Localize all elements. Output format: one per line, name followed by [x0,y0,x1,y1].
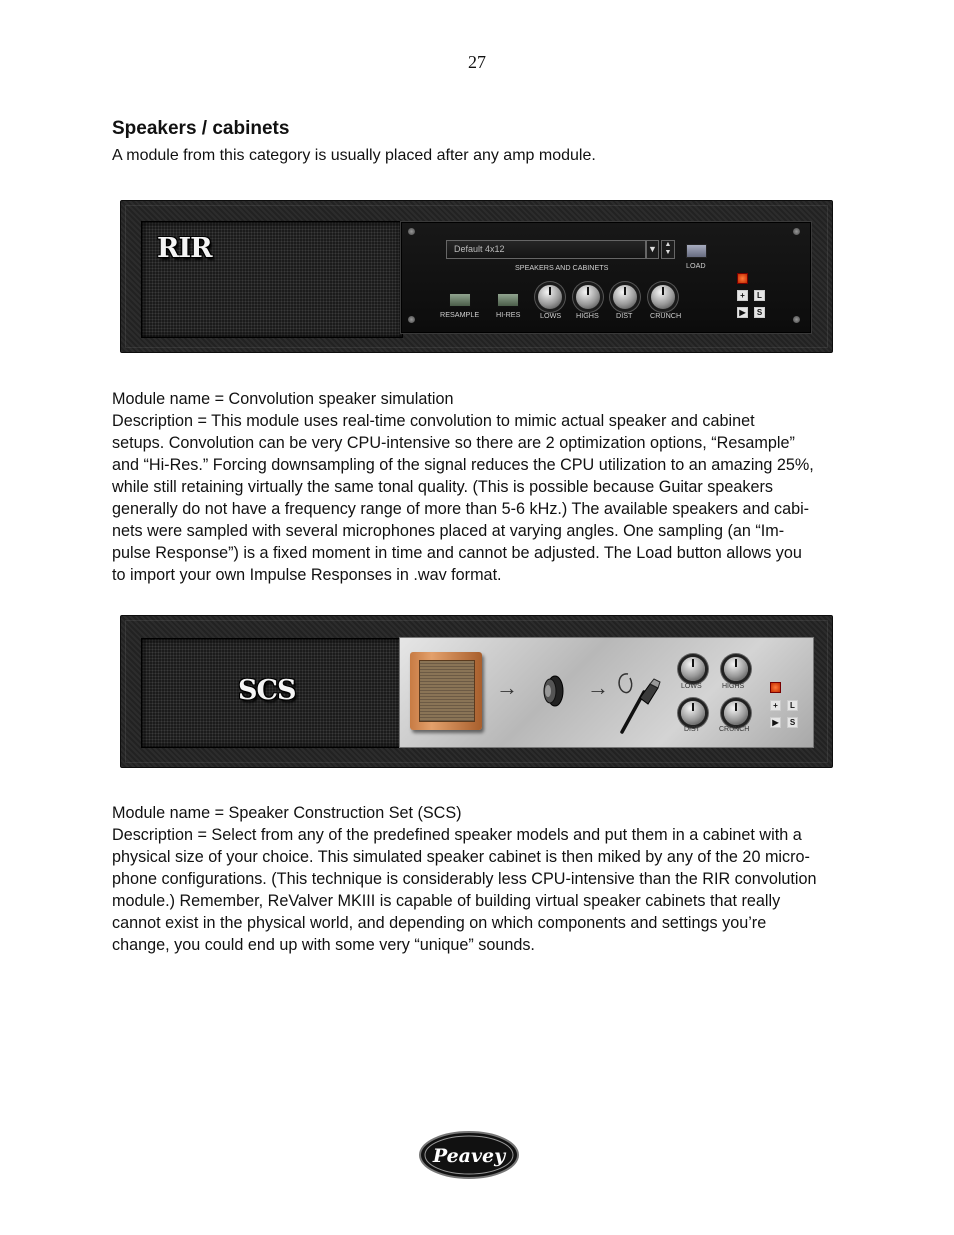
preset-stepper[interactable] [661,240,675,259]
impulse-response-select[interactable]: Default 4x12 [446,240,646,259]
resample-button[interactable] [449,293,471,307]
text-line: Description = Select from any of the predefined speaker models and put them in a cabinet with a [112,826,802,844]
hi-res-button[interactable] [497,293,519,307]
scs-control-panel [399,637,814,748]
highs-label: HIGHS [576,311,599,320]
scs-badge: SCS [238,675,296,706]
resample-label: RESAMPLE [440,310,480,319]
screw-icon [408,228,415,235]
text-line: cannot exist in the physical world, and depending on which components and settings you’re [112,914,767,932]
add-button[interactable]: + [770,700,781,711]
highs-label: HIGHS [722,683,745,690]
text-line: and “Hi-Res.” Forcing downsampling of the signal reduces the CPU utilization to an amazing 25%, [112,456,814,474]
microphone-icon[interactable] [614,662,666,738]
screw-icon [793,316,800,323]
category-label: SPEAKERS AND CABINETS [515,263,609,272]
power-button[interactable] [770,682,781,693]
lock-button[interactable]: L [754,290,765,301]
scs-description [112,802,852,956]
lock-button[interactable]: L [787,700,798,711]
highs-knob[interactable] [724,657,748,681]
speaker-icon[interactable] [540,674,564,708]
text-line: module.) Remember, ReValver MKIII is capable of building virtual speaker cabinets that really [112,892,781,910]
play-button[interactable]: ▶ [770,717,781,728]
page-number: 27 [468,52,486,72]
rir-badge: RIR [157,233,212,264]
dist-label: DIST [616,311,633,320]
section-heading: Speakers / cabinets [112,118,290,139]
lows-label: LOWS [540,311,562,320]
rir-control-panel [400,221,812,334]
lows-label: LOWS [681,683,702,690]
logo-text: Peavey [432,1145,506,1167]
dist-knob[interactable] [681,701,705,725]
hi-res-label: HI-RES [496,310,521,319]
chevron-up-icon[interactable]: ▲ [664,241,672,248]
lows-knob[interactable] [538,285,562,309]
text-line: Module name = Convolution speaker simulation [112,390,454,408]
dist-knob[interactable] [613,285,637,309]
text-line: to import your own Impulse Responses in .wav format. [112,566,502,584]
text-line: nets were sampled with several microphones placed at varying angles. One sampling (an “Im- [112,522,785,540]
dist-label: DIST [684,726,700,733]
highs-knob[interactable] [576,285,600,309]
chevron-down-icon[interactable]: ▼ [664,249,672,256]
text-line: phone configurations. (This technique is considerably less CPU-intensive than the RIR convolution [112,870,817,888]
add-button[interactable]: + [737,290,748,301]
text-line: setups. Convolution can be very CPU-intensive so there are 2 optimization options, “Resample” [112,434,795,452]
crunch-label: CRUNCH [719,726,750,733]
text-line: pulse Response”) is a fixed moment in time and cannot be adjusted. The Load button allows you [112,544,802,562]
arrow-right-icon: → [587,675,609,700]
text-line: generally do not have a frequency range of more than 5-6 kHz.) The available speakers and cabi- [112,500,810,518]
screw-icon [793,228,800,235]
scs-module-screenshot [120,615,833,768]
load-label: LOAD [686,261,706,270]
rir-description [112,388,852,586]
text-line: Module name = Speaker Construction Set (SCS) [112,804,462,822]
crunch-knob[interactable] [724,701,748,725]
dropdown-arrow-icon[interactable]: ▼ [646,240,659,259]
text-line: change, you could end up with some very “unique” sounds. [112,936,535,954]
play-button[interactable]: ▶ [737,307,748,318]
arrow-right-icon: → [496,675,518,700]
intro-text: A module from this category is usually placed after any amp module. [112,147,596,164]
screw-icon [408,316,415,323]
crunch-label: CRUNCH [650,311,682,320]
cabinet-icon[interactable] [410,652,482,730]
solo-button[interactable]: S [754,307,765,318]
text-line: Description = This module uses real-time convolution to mimic actual speaker and cabinet [112,412,755,430]
text-line: while still retaining virtually the same tonal quality. (This is possible because Guitar speakers [112,478,773,496]
peavey-logo [418,1130,520,1180]
lows-knob[interactable] [681,657,705,681]
load-button[interactable] [686,244,707,258]
crunch-knob[interactable] [651,285,675,309]
power-button[interactable] [737,273,748,284]
rir-module-screenshot [120,200,833,353]
text-line: physical size of your choice. This simulated speaker cabinet is then miked by any of the 20 micro- [112,848,810,866]
solo-button[interactable]: S [787,717,798,728]
